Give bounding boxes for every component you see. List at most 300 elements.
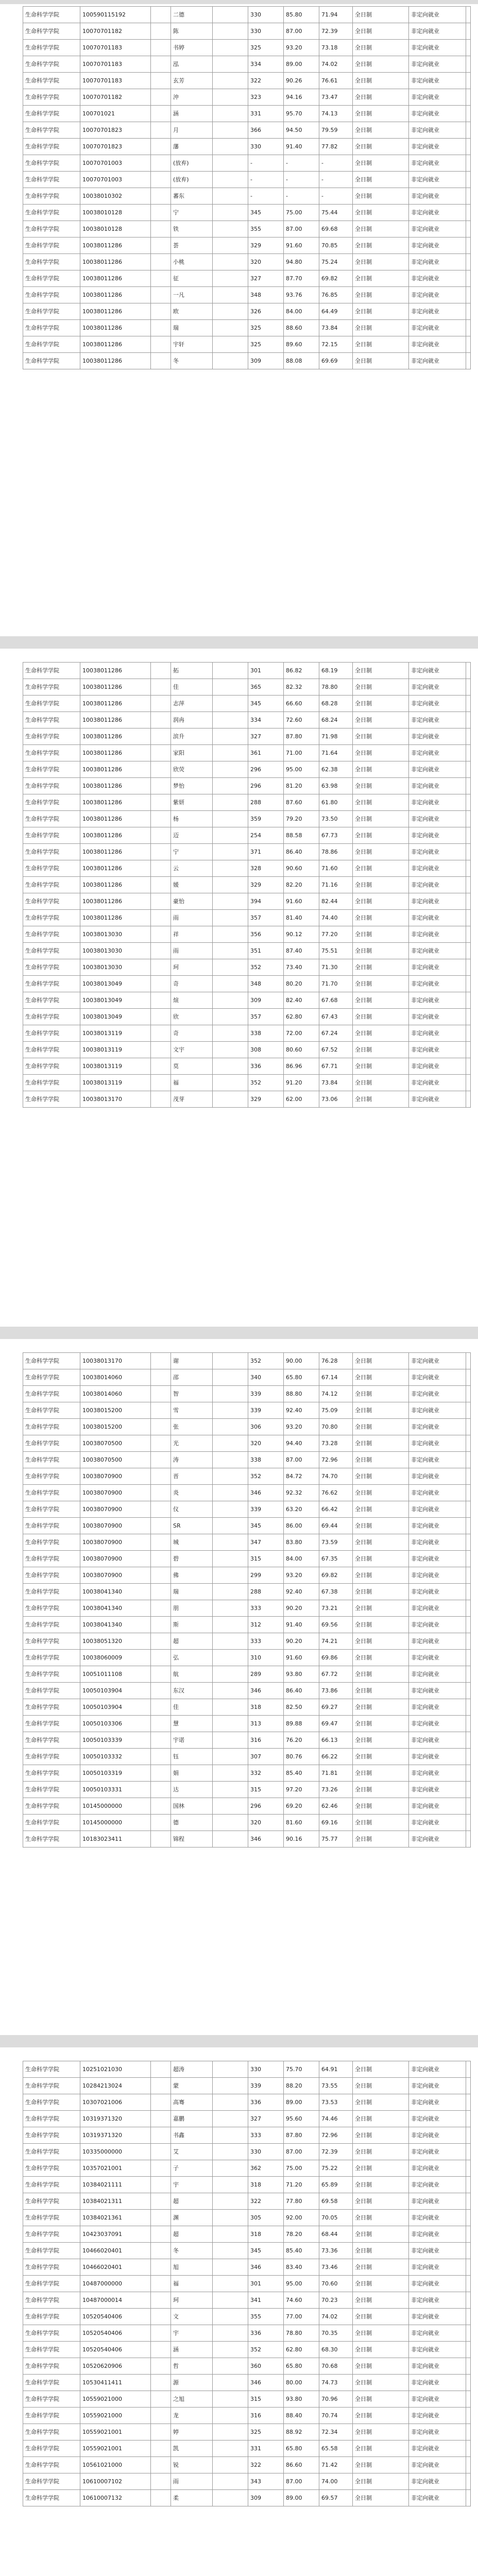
table-cell: 320 xyxy=(248,1815,284,1831)
table-cell: 全日制 xyxy=(353,811,409,827)
empty-cell xyxy=(213,860,248,877)
empty-cell xyxy=(213,2061,248,2078)
table-cell: 69.27 xyxy=(319,1699,353,1716)
table-cell: 陈 xyxy=(171,23,213,40)
table-cell: 74.13 xyxy=(319,106,353,122)
table-cell xyxy=(151,926,171,943)
table-row xyxy=(23,1468,471,1485)
table-cell: 62.80 xyxy=(284,2342,319,2358)
table-cell: 朋 xyxy=(171,1600,213,1617)
table-cell: 89.88 xyxy=(284,1716,319,1732)
empty-cell xyxy=(213,2490,248,2506)
empty-cell xyxy=(466,1402,471,1419)
table-cell: 322 xyxy=(248,2193,284,2210)
table-cell: 10038011286 xyxy=(80,320,151,336)
empty-cell xyxy=(213,811,248,827)
table-cell: 月 xyxy=(171,122,213,139)
empty-cell xyxy=(213,1567,248,1584)
table-cell: 生命科学学院 xyxy=(23,959,80,976)
table-cell: 生命科学学院 xyxy=(23,663,80,679)
table-cell: 全日制 xyxy=(353,2375,409,2391)
table-row xyxy=(23,336,471,353)
table-cell: 10038041340 xyxy=(80,1617,151,1633)
table-cell: 嘉鹏 xyxy=(171,2111,213,2127)
table-cell: 之旭 xyxy=(171,2391,213,2408)
table-cell: 生命科学学院 xyxy=(23,2375,80,2391)
table-cell: 345 xyxy=(248,1518,284,1534)
table-cell: 289 xyxy=(248,1666,284,1683)
table-cell: 佛 xyxy=(171,1567,213,1584)
table-cell: 65.80 xyxy=(284,2441,319,2457)
table-cell: 82.50 xyxy=(284,1699,319,1716)
table-cell: 生命科学学院 xyxy=(23,1009,80,1025)
table-cell xyxy=(151,1732,171,1749)
table-cell: 涛 xyxy=(171,1452,213,1468)
table-cell: 婷 xyxy=(171,2424,213,2441)
table-cell: 生命科学学院 xyxy=(23,1600,80,1617)
table-row xyxy=(23,1699,471,1716)
table-cell: 88.80 xyxy=(284,1386,319,1402)
sheet-2 xyxy=(23,662,471,1108)
table-cell: 330 xyxy=(248,23,284,40)
table-cell: 316 xyxy=(248,1732,284,1749)
table-cell: 325 xyxy=(248,336,284,353)
empty-cell xyxy=(213,1815,248,1831)
table-cell: 10038013030 xyxy=(80,959,151,976)
table-cell: 10038010128 xyxy=(80,221,151,238)
table-cell xyxy=(151,1518,171,1534)
empty-cell xyxy=(466,2391,471,2408)
table-cell: 361 xyxy=(248,745,284,761)
table-cell: 非定向就业 xyxy=(409,1650,466,1666)
empty-cell xyxy=(213,254,248,270)
table-cell: 10038011286 xyxy=(80,712,151,728)
table-cell: 10423037091 xyxy=(80,2226,151,2243)
empty-cell xyxy=(466,1815,471,1831)
empty-cell xyxy=(466,679,471,696)
table-cell: 生命科学学院 xyxy=(23,2424,80,2441)
table-cell: 73.28 xyxy=(319,1435,353,1452)
empty-cell xyxy=(466,1518,471,1534)
table-cell: 全日制 xyxy=(353,2193,409,2210)
table-cell xyxy=(151,1025,171,1042)
table-cell: 非定向就业 xyxy=(409,1402,466,1419)
table-cell: 全日制 xyxy=(353,1584,409,1600)
empty-cell xyxy=(466,1732,471,1749)
table-cell: 10050103306 xyxy=(80,1716,151,1732)
table-cell: 全日制 xyxy=(353,2094,409,2111)
table-cell: 非定向就业 xyxy=(409,844,466,860)
table-cell: 73.50 xyxy=(319,811,353,827)
table-cell: 全日制 xyxy=(353,2457,409,2473)
table-cell: 非定向就业 xyxy=(409,2177,466,2193)
table-cell: 10038011286 xyxy=(80,353,151,369)
table-cell: 10038070500 xyxy=(80,1452,151,1468)
table-cell: 非定向就业 xyxy=(409,1058,466,1075)
empty-cell xyxy=(466,2078,471,2094)
empty-cell xyxy=(213,2144,248,2160)
empty-cell xyxy=(213,794,248,811)
table-cell: 文宇 xyxy=(171,1042,213,1058)
table-cell xyxy=(151,1815,171,1831)
table-cell: 旭 xyxy=(171,2259,213,2276)
table-cell xyxy=(151,238,171,254)
table-cell: 86.60 xyxy=(284,2457,319,2473)
empty-cell xyxy=(466,943,471,959)
table-cell: 非定向就业 xyxy=(409,2078,466,2094)
empty-cell xyxy=(466,7,471,23)
table-cell: 非定向就业 xyxy=(409,943,466,959)
table-cell: 10038011286 xyxy=(80,696,151,712)
table-cell: 66.13 xyxy=(319,1732,353,1749)
table-row xyxy=(23,893,471,910)
empty-cell xyxy=(213,1782,248,1798)
table-cell: 308 xyxy=(248,1042,284,1058)
table-cell: 生命科学学院 xyxy=(23,2061,80,2078)
table-cell: 非定向就业 xyxy=(409,1009,466,1025)
empty-cell xyxy=(213,2342,248,2358)
table-cell: 冬 xyxy=(171,2243,213,2259)
table-cell: 346 xyxy=(248,1831,284,1848)
table-cell: 奇 xyxy=(171,976,213,992)
table-cell: 357 xyxy=(248,910,284,926)
table-cell: 73.84 xyxy=(319,1075,353,1091)
table-cell: 329 xyxy=(248,1091,284,1108)
table-cell: 非定向就业 xyxy=(409,910,466,926)
table-row xyxy=(23,728,471,745)
table-cell xyxy=(151,23,171,40)
sheet-3 xyxy=(23,1352,471,1848)
table-cell: 93.20 xyxy=(284,1419,319,1435)
table-cell: 326 xyxy=(248,303,284,320)
table-cell: 非定向就业 xyxy=(409,2342,466,2358)
table-cell: 84.72 xyxy=(284,1468,319,1485)
table-cell: 非定向就业 xyxy=(409,1749,466,1765)
table-row xyxy=(23,992,471,1009)
empty-cell xyxy=(213,761,248,778)
table-cell: 10050103332 xyxy=(80,1749,151,1765)
table-cell: 全日制 xyxy=(353,155,409,172)
table-cell: 10038011286 xyxy=(80,270,151,287)
empty-cell xyxy=(213,238,248,254)
table-cell: 全日制 xyxy=(353,23,409,40)
table-cell: 10530411411 xyxy=(80,2375,151,2391)
table-cell: 343 xyxy=(248,2473,284,2490)
table-cell: 生命科学学院 xyxy=(23,139,80,155)
table-cell: 10038011286 xyxy=(80,761,151,778)
empty-cell xyxy=(466,1009,471,1025)
table-cell: 非定向就业 xyxy=(409,2408,466,2424)
table-cell: 73.06 xyxy=(319,1091,353,1108)
table-cell: 10038011286 xyxy=(80,287,151,303)
table-cell: 73.26 xyxy=(319,1782,353,1798)
table-cell: 89.00 xyxy=(284,56,319,73)
table-cell: 65.58 xyxy=(319,2441,353,2457)
table-cell: 10307021006 xyxy=(80,2094,151,2111)
table-cell: 85.40 xyxy=(284,1765,319,1782)
table-cell: 331 xyxy=(248,2441,284,2457)
table-cell xyxy=(151,2391,171,2408)
empty-cell xyxy=(213,679,248,696)
table-cell: 雪 xyxy=(171,1402,213,1419)
table-cell: 杨 xyxy=(171,811,213,827)
table-cell: 全日制 xyxy=(353,2391,409,2408)
table-cell: 生命科学学院 xyxy=(23,1749,80,1765)
table-cell: 全日制 xyxy=(353,1534,409,1551)
table-cell: 生命科学学院 xyxy=(23,2276,80,2292)
table-row xyxy=(23,287,471,303)
table-cell xyxy=(151,1091,171,1108)
table-cell: 76.28 xyxy=(319,1353,353,1369)
table-row xyxy=(23,745,471,761)
table-cell: 73.86 xyxy=(319,1683,353,1699)
empty-cell xyxy=(466,1617,471,1633)
empty-cell xyxy=(466,2309,471,2325)
table-row xyxy=(23,712,471,728)
table-cell: 82.44 xyxy=(319,893,353,910)
table-cell: 非定向就业 xyxy=(409,221,466,238)
table-cell: 达 xyxy=(171,1782,213,1798)
empty-cell xyxy=(213,2094,248,2111)
empty-cell xyxy=(213,1485,248,1501)
table-row xyxy=(23,155,471,172)
table-cell: 334 xyxy=(248,56,284,73)
table-row xyxy=(23,2457,471,2473)
table-cell: 智 xyxy=(171,1386,213,1402)
table-cell: 全日制 xyxy=(353,2078,409,2094)
table-cell: 生命科学学院 xyxy=(23,1353,80,1369)
table-row xyxy=(23,976,471,992)
table-cell: 10610007132 xyxy=(80,2490,151,2506)
table-cell: 352 xyxy=(248,2342,284,2358)
table-cell: 非定向就业 xyxy=(409,1584,466,1600)
table-row xyxy=(23,1666,471,1683)
table-cell: 非定向就业 xyxy=(409,959,466,976)
table-cell: 351 xyxy=(248,943,284,959)
table-cell: 全日制 xyxy=(353,1782,409,1798)
empty-cell xyxy=(213,2226,248,2243)
table-cell: 365 xyxy=(248,679,284,696)
table-cell: 87.80 xyxy=(284,2127,319,2144)
table-cell: 全日制 xyxy=(353,1567,409,1584)
table-cell: 74.70 xyxy=(319,1468,353,1485)
table-cell: 87.40 xyxy=(284,943,319,959)
table-cell: 高骞 xyxy=(171,2094,213,2111)
empty-cell xyxy=(466,1600,471,1617)
table-cell: 67.14 xyxy=(319,1369,353,1386)
table-cell: 全日制 xyxy=(353,910,409,926)
table-cell: 76.62 xyxy=(319,1485,353,1501)
table-cell: 10051011108 xyxy=(80,1666,151,1683)
table-cell: 74.60 xyxy=(284,2292,319,2309)
table-cell: 宇 xyxy=(171,2325,213,2342)
empty-cell xyxy=(213,2325,248,2342)
table-cell: 涵 xyxy=(171,106,213,122)
table-cell: 76.20 xyxy=(284,1732,319,1749)
table-cell: 非定向就业 xyxy=(409,1683,466,1699)
table-row xyxy=(23,2358,471,2375)
table-cell: 336 xyxy=(248,2094,284,2111)
table-cell: 超 xyxy=(171,2193,213,2210)
empty-cell xyxy=(466,238,471,254)
empty-cell xyxy=(213,89,248,106)
empty-cell xyxy=(213,2193,248,2210)
table-cell: 333 xyxy=(248,2127,284,2144)
table-row xyxy=(23,1600,471,1617)
table-cell xyxy=(151,287,171,303)
table-cell: 95.70 xyxy=(284,106,319,122)
table-row xyxy=(23,1815,471,1831)
table-cell: 非定向就业 xyxy=(409,1815,466,1831)
table-cell: 非定向就业 xyxy=(409,2193,466,2210)
empty-cell xyxy=(213,2160,248,2177)
table-cell: 330 xyxy=(248,2144,284,2160)
empty-cell xyxy=(213,2441,248,2457)
empty-cell xyxy=(466,2408,471,2424)
table-cell: 非定向就业 xyxy=(409,1468,466,1485)
table-cell: 10520540406 xyxy=(80,2325,151,2342)
table-cell: 全日制 xyxy=(353,959,409,976)
table-cell: 70.85 xyxy=(319,238,353,254)
table-row xyxy=(23,1534,471,1551)
table-row xyxy=(23,761,471,778)
table-cell: 全日制 xyxy=(353,2160,409,2177)
empty-cell xyxy=(466,778,471,794)
table-cell: 生命科学学院 xyxy=(23,2127,80,2144)
table-cell: 生命科学学院 xyxy=(23,1831,80,1848)
empty-cell xyxy=(213,712,248,728)
table-cell xyxy=(151,2226,171,2243)
table-cell: 10038041340 xyxy=(80,1584,151,1600)
table-cell xyxy=(151,2210,171,2226)
table-cell: 334 xyxy=(248,712,284,728)
table-cell: 92.40 xyxy=(284,1402,319,1419)
table-cell: 沖 xyxy=(171,89,213,106)
table-cell: 346 xyxy=(248,2375,284,2391)
empty-cell xyxy=(466,2094,471,2111)
table-cell xyxy=(151,2473,171,2490)
table-row xyxy=(23,1075,471,1091)
table-cell xyxy=(151,1584,171,1600)
table-row xyxy=(23,2210,471,2226)
table-cell: 全日制 xyxy=(353,1452,409,1468)
table-cell: 非定向就业 xyxy=(409,728,466,745)
table-cell: 非定向就业 xyxy=(409,1452,466,1468)
table-cell: 生命科学学院 xyxy=(23,976,80,992)
table-cell: 82.20 xyxy=(284,877,319,893)
table-cell xyxy=(151,745,171,761)
table-cell: 梦怡 xyxy=(171,778,213,794)
table-cell: 全日制 xyxy=(353,2111,409,2127)
table-cell: 92.32 xyxy=(284,1485,319,1501)
table-cell: 非定向就业 xyxy=(409,1617,466,1633)
table-cell: 斯 xyxy=(171,1617,213,1633)
table-cell: 10466020401 xyxy=(80,2259,151,2276)
empty-cell xyxy=(466,1567,471,1584)
table-cell: 67.68 xyxy=(319,992,353,1009)
table-cell: 10038013049 xyxy=(80,992,151,1009)
table-cell: 非定向就业 xyxy=(409,1567,466,1584)
table-cell: 77.00 xyxy=(284,2309,319,2325)
table-cell: 非定向就业 xyxy=(409,2210,466,2226)
empty-cell xyxy=(466,2061,471,2078)
table-row xyxy=(23,1485,471,1501)
empty-cell xyxy=(213,1042,248,1058)
table-cell xyxy=(151,2441,171,2457)
table-cell: 327 xyxy=(248,2111,284,2127)
empty-cell xyxy=(213,1699,248,1716)
table-cell: 全日制 xyxy=(353,2424,409,2441)
table-cell: 全日制 xyxy=(353,2061,409,2078)
table-cell: 338 xyxy=(248,1025,284,1042)
table-cell: 10038013119 xyxy=(80,1025,151,1042)
table-cell: 征 xyxy=(171,270,213,287)
table-cell: 全日制 xyxy=(353,1468,409,1485)
table-cell: 345 xyxy=(248,205,284,221)
table-cell: 全日制 xyxy=(353,2144,409,2160)
table-cell: 生命科学学院 xyxy=(23,254,80,270)
empty-cell xyxy=(213,1683,248,1699)
table-cell: 全日制 xyxy=(353,1617,409,1633)
table-cell xyxy=(151,188,171,205)
table-cell xyxy=(151,89,171,106)
table-cell: 非定向就业 xyxy=(409,2127,466,2144)
table-cell: 68.44 xyxy=(319,2226,353,2243)
table-cell xyxy=(151,1435,171,1452)
table-cell: 93.20 xyxy=(284,40,319,56)
empty-cell xyxy=(213,1369,248,1386)
table-cell: 锐 xyxy=(171,2457,213,2473)
table-cell xyxy=(151,811,171,827)
table-cell: 雨 xyxy=(171,2473,213,2490)
table-cell: 全日制 xyxy=(353,89,409,106)
empty-cell xyxy=(213,2111,248,2127)
table-cell: 非定向就业 xyxy=(409,1831,466,1848)
table-cell: 生命科学学院 xyxy=(23,2193,80,2210)
table-cell: 71.20 xyxy=(284,2177,319,2193)
table-row xyxy=(23,56,471,73)
table-cell xyxy=(151,712,171,728)
table-cell: 352 xyxy=(248,959,284,976)
empty-cell xyxy=(466,1798,471,1815)
table-cell: 75.09 xyxy=(319,1402,353,1419)
table-cell xyxy=(151,910,171,926)
table-cell: 生命科学学院 xyxy=(23,1567,80,1584)
table-cell: 非定向就业 xyxy=(409,1501,466,1518)
table-cell: 71.00 xyxy=(284,745,319,761)
table-cell: 330 xyxy=(248,7,284,23)
table-cell: 生命科学学院 xyxy=(23,1732,80,1749)
table-row xyxy=(23,1633,471,1650)
table-cell: 86.82 xyxy=(284,663,319,679)
table-cell: 332 xyxy=(248,1765,284,1782)
table-row xyxy=(23,73,471,89)
table-cell: 全日制 xyxy=(353,2226,409,2243)
table-cell: 86.00 xyxy=(284,1518,319,1534)
empty-cell xyxy=(213,205,248,221)
table-row xyxy=(23,2292,471,2309)
table-row xyxy=(23,2243,471,2259)
table-cell: 非定向就业 xyxy=(409,1369,466,1386)
table-cell: 90.20 xyxy=(284,1600,319,1617)
table-cell: 全日制 xyxy=(353,1798,409,1815)
table-row xyxy=(23,2094,471,2111)
table-cell: 哲 xyxy=(171,2358,213,2375)
table-cell: - xyxy=(319,172,353,188)
sheet-1 xyxy=(23,6,471,369)
table-cell xyxy=(151,1765,171,1782)
table-cell: 全日制 xyxy=(353,2127,409,2144)
